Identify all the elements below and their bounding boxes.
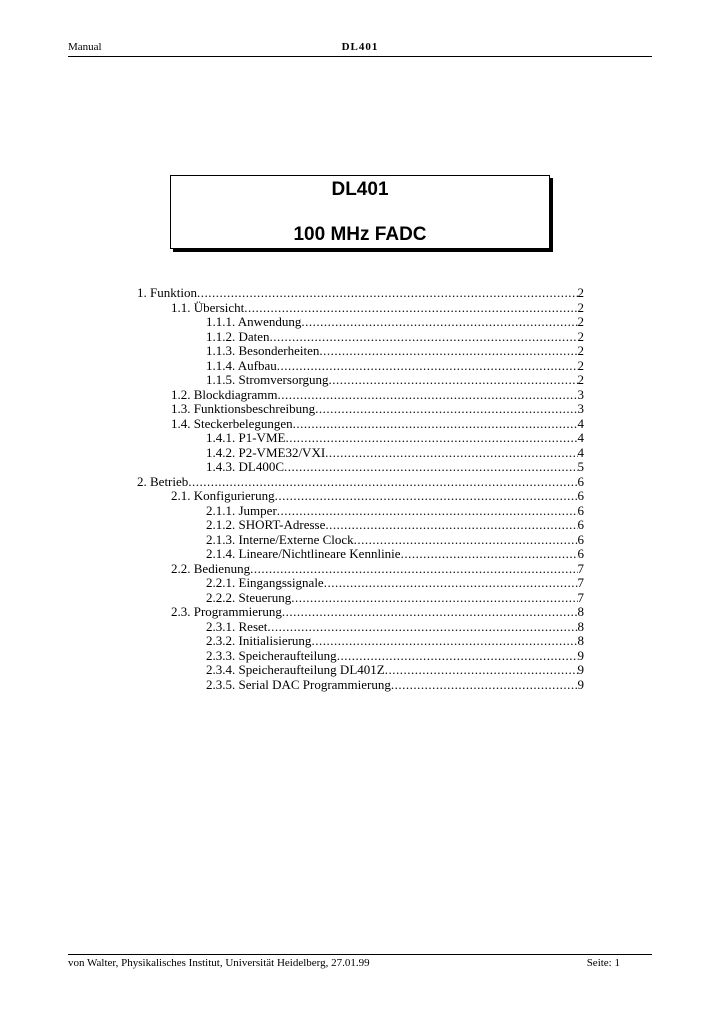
toc-entry[interactable] bbox=[206, 591, 584, 606]
toc-entry-label bbox=[206, 330, 270, 345]
toc-entry-number: 2.3.5. bbox=[206, 676, 236, 692]
toc-entry-label bbox=[171, 605, 282, 620]
toc-entry-title: Anwendung bbox=[237, 314, 302, 329]
toc-entry[interactable] bbox=[206, 663, 584, 678]
toc-entry[interactable] bbox=[171, 388, 584, 403]
toc-entry-page: 3 bbox=[577, 386, 584, 402]
toc-entry[interactable] bbox=[206, 373, 584, 388]
toc-entry-title: Serial DAC Programmierung bbox=[238, 676, 391, 692]
toc-entry-number: 2.1. bbox=[171, 488, 191, 503]
toc-entry-page: 6 bbox=[577, 531, 584, 547]
toc-entry-page: 2 bbox=[577, 299, 584, 315]
toc-entry-label bbox=[206, 504, 277, 519]
toc-entry-label bbox=[206, 678, 391, 693]
toc-entry-number: 2.1.3. bbox=[206, 531, 236, 547]
toc-entry-page: 6 bbox=[577, 546, 584, 561]
toc-entry-page: 2 bbox=[577, 285, 584, 300]
toc-dot-leader bbox=[325, 446, 577, 461]
footer-page-number: Seite: 1 bbox=[586, 957, 620, 969]
toc-entry-page: 4 bbox=[577, 444, 584, 460]
header-left-text: Manual bbox=[68, 41, 102, 53]
toc-entry-number: 1.4.3. bbox=[206, 459, 236, 474]
toc-entry-title: Konfigurierung bbox=[193, 488, 275, 503]
toc-entry-label bbox=[171, 301, 244, 316]
toc-entry-number: 2.2.2. bbox=[206, 589, 236, 605]
toc-dot-leader bbox=[291, 591, 577, 606]
toc-entry-page: 7 bbox=[577, 589, 584, 605]
toc-entry-page: 9 bbox=[577, 647, 584, 663]
toc-entry-label bbox=[206, 634, 311, 649]
toc-entry-label bbox=[206, 649, 337, 664]
toc-entry-number: 2.1.4. bbox=[206, 546, 236, 561]
toc-dot-leader bbox=[278, 388, 578, 403]
toc-entry-label bbox=[206, 547, 401, 562]
toc-entry-title: Aufbau bbox=[237, 357, 277, 373]
toc-dot-leader bbox=[277, 359, 578, 374]
toc-entry-label bbox=[206, 663, 385, 678]
toc-entry-title: Programmierung bbox=[193, 604, 282, 619]
toc-entry-page: 4 bbox=[577, 430, 584, 445]
toc-entry-number: 2.3.3. bbox=[206, 647, 236, 663]
toc-entry[interactable] bbox=[171, 605, 584, 620]
toc-entry-number: 1.1.2. bbox=[206, 328, 236, 344]
toc-dot-leader bbox=[244, 301, 577, 316]
toc-entry-page: 6 bbox=[577, 517, 584, 532]
page-header bbox=[68, 40, 652, 57]
toc-entry-label bbox=[206, 591, 291, 606]
toc-dot-leader bbox=[188, 475, 577, 490]
toc-entry-title: Blockdiagramm bbox=[193, 386, 278, 402]
toc-entry-title: Interne/Externe Clock bbox=[238, 531, 354, 547]
toc-entry-label bbox=[137, 475, 188, 490]
toc-entry-number: 2. bbox=[137, 473, 147, 489]
toc-entry-number: 2.3.1. bbox=[206, 618, 236, 634]
toc-entry-title: DL400C bbox=[238, 459, 284, 474]
toc-entry-number: 1.1. bbox=[171, 299, 191, 315]
toc-entry-title: Besonderheiten bbox=[238, 343, 320, 358]
toc-entry[interactable] bbox=[171, 489, 584, 504]
toc-entry[interactable] bbox=[206, 446, 584, 461]
title-box bbox=[170, 175, 550, 249]
toc-entry-label bbox=[171, 402, 315, 417]
toc-entry-page: 8 bbox=[577, 604, 584, 619]
toc-entry[interactable] bbox=[206, 431, 584, 446]
toc-entry[interactable] bbox=[206, 460, 584, 475]
toc-entry[interactable] bbox=[171, 402, 584, 417]
toc-dot-leader bbox=[315, 402, 577, 417]
toc-entry-title: Steckerbelegungen bbox=[193, 415, 293, 431]
toc-entry-number: 1.1.1. bbox=[206, 314, 236, 329]
toc-entry-label bbox=[206, 315, 301, 330]
toc-entry[interactable] bbox=[206, 315, 584, 330]
toc-entry[interactable] bbox=[171, 417, 584, 432]
toc-entry-label bbox=[171, 489, 275, 504]
toc-dot-leader bbox=[267, 620, 577, 635]
toc-entry-number: 2.3.4. bbox=[206, 662, 236, 677]
toc-entry-label bbox=[171, 417, 293, 432]
toc-entry-page: 6 bbox=[577, 502, 584, 518]
toc-entry-label bbox=[206, 533, 354, 548]
toc-entry-page: 6 bbox=[577, 488, 584, 503]
toc-entry-title: Daten bbox=[238, 328, 270, 344]
toc-entry[interactable] bbox=[206, 533, 584, 548]
toc-entry-number: 1.3. bbox=[171, 401, 191, 416]
toc-entry-title: Übersicht bbox=[193, 299, 245, 315]
toc-entry-number: 1.1.4. bbox=[206, 357, 236, 373]
toc-entry-page: 3 bbox=[577, 401, 584, 416]
toc-entry-label bbox=[206, 576, 324, 591]
toc-entry[interactable] bbox=[206, 504, 584, 519]
toc-entry-number: 2.1.1. bbox=[206, 502, 236, 518]
toc-entry-label bbox=[206, 373, 329, 388]
toc-entry-page: 9 bbox=[577, 676, 584, 692]
toc-entry-number: 2.2.1. bbox=[206, 575, 236, 590]
toc-entry-number: 1.4. bbox=[171, 415, 191, 431]
toc-entry[interactable] bbox=[206, 344, 584, 359]
toc-entry-title: Stromversorgung bbox=[238, 372, 329, 387]
toc-entry-number: 1.4.1. bbox=[206, 430, 236, 445]
toc-entry-title: Eingangssignale bbox=[238, 575, 324, 590]
toc-dot-leader bbox=[197, 286, 578, 301]
toc-entry-page: 4 bbox=[577, 415, 584, 431]
toc-entry-number: 1.2. bbox=[171, 386, 191, 402]
toc-entry-page: 9 bbox=[577, 662, 584, 677]
toc-entry-title: P2-VME32/VXI bbox=[238, 444, 326, 460]
toc-entry-number: 1.1.3. bbox=[206, 343, 236, 358]
toc-entry-page: 2 bbox=[577, 357, 584, 373]
toc-entry-label bbox=[171, 388, 278, 403]
toc-entry-number: 1.4.2. bbox=[206, 444, 236, 460]
toc-entry-title: Steuerung bbox=[238, 589, 292, 605]
toc-dot-leader bbox=[311, 634, 577, 649]
toc-entry-title: Funktion bbox=[150, 285, 197, 300]
header-title: DL401 bbox=[341, 41, 379, 53]
toc-entry-title: Bedienung bbox=[193, 560, 251, 576]
toc-entry-page: 2 bbox=[577, 328, 584, 344]
toc-dot-leader bbox=[285, 431, 577, 446]
toc-entry[interactable] bbox=[206, 576, 584, 591]
toc-dot-leader bbox=[277, 504, 578, 519]
toc-entry-label bbox=[206, 359, 277, 374]
toc-entry-number: 2.3. bbox=[171, 604, 191, 619]
toc-entry-page: 6 bbox=[577, 473, 584, 489]
toc-entry-title: Reset bbox=[238, 618, 268, 634]
toc-entry-title: Initialisierung bbox=[238, 633, 312, 648]
toc-dot-leader bbox=[324, 576, 578, 591]
toc-entry-page: 8 bbox=[577, 618, 584, 634]
toc-entry-label bbox=[206, 518, 325, 533]
toc-entry-title: Speicheraufteilung bbox=[238, 647, 337, 663]
toc-entry[interactable] bbox=[206, 547, 584, 562]
toc-entry-label bbox=[137, 286, 197, 301]
toc-entry-number: 1. bbox=[137, 285, 147, 300]
toc-dot-leader bbox=[270, 330, 578, 345]
toc-entry-title: Lineare/Nichtlineare Kennlinie bbox=[238, 546, 401, 561]
toc-dot-leader bbox=[329, 373, 578, 388]
toc-dot-leader bbox=[293, 417, 578, 432]
toc-dot-leader bbox=[354, 533, 578, 548]
toc-dot-leader bbox=[301, 315, 577, 330]
toc-entry-page: 7 bbox=[577, 575, 584, 590]
toc-entry-number: 2.3.2. bbox=[206, 633, 236, 648]
toc-entry-label bbox=[206, 431, 285, 446]
footer-author-text: von Walter, Physikalisches Institut, Universität Heidelberg, 27.01.99 bbox=[68, 957, 370, 969]
toc-entry[interactable] bbox=[206, 330, 584, 345]
toc-dot-leader bbox=[385, 663, 578, 678]
toc-entry-page: 8 bbox=[577, 633, 584, 648]
toc-dot-leader bbox=[282, 605, 578, 620]
toc-entry-label bbox=[206, 460, 284, 475]
toc-entry[interactable] bbox=[137, 286, 584, 301]
page-footer bbox=[68, 954, 652, 971]
toc-entry[interactable] bbox=[206, 634, 584, 649]
toc-entry[interactable] bbox=[206, 649, 584, 664]
toc-dot-leader bbox=[401, 547, 578, 562]
toc-dot-leader bbox=[275, 489, 578, 504]
toc-entry[interactable] bbox=[171, 562, 584, 577]
toc-dot-leader bbox=[391, 678, 578, 693]
toc-entry[interactable] bbox=[171, 301, 584, 316]
toc-entry-label bbox=[206, 344, 319, 359]
toc-entry[interactable] bbox=[206, 359, 584, 374]
toc-dot-leader bbox=[284, 460, 578, 475]
toc-entry-number: 2.1.2. bbox=[206, 517, 236, 532]
toc-entry-page: 2 bbox=[577, 343, 584, 358]
toc-entry-title: P1-VME bbox=[238, 430, 286, 445]
toc-entry-title: Speicheraufteilung DL401Z bbox=[238, 662, 385, 677]
toc-entry-title: Betrieb bbox=[150, 473, 189, 489]
toc-dot-leader bbox=[337, 649, 578, 664]
toc-entry-number: 1.1.5. bbox=[206, 372, 236, 387]
document-subtitle: 100 MHz FADC bbox=[293, 224, 427, 245]
toc-entry[interactable] bbox=[206, 518, 584, 533]
toc-entry-title: SHORT-Adresse bbox=[238, 517, 326, 532]
toc-dot-leader bbox=[319, 344, 577, 359]
toc-dot-leader bbox=[325, 518, 577, 533]
toc-entry[interactable] bbox=[206, 678, 584, 693]
toc-dot-leader bbox=[250, 562, 577, 577]
toc-entry-title: Jumper bbox=[238, 502, 277, 518]
toc-entry[interactable] bbox=[206, 620, 584, 635]
toc-entry-page: 2 bbox=[577, 372, 584, 387]
toc-entry-number: 2.2. bbox=[171, 560, 191, 576]
toc-entry-page: 2 bbox=[577, 314, 584, 329]
toc-entry[interactable] bbox=[137, 475, 584, 490]
toc-entry-label bbox=[206, 620, 267, 635]
toc-entry-label bbox=[171, 562, 250, 577]
toc-entry-page: 7 bbox=[577, 560, 584, 576]
toc-entry-title: Funktionsbeschreibung bbox=[193, 401, 316, 416]
toc-entry-page: 5 bbox=[577, 459, 584, 474]
document-title: DL401 bbox=[331, 179, 389, 200]
toc-entry-label bbox=[206, 446, 325, 461]
